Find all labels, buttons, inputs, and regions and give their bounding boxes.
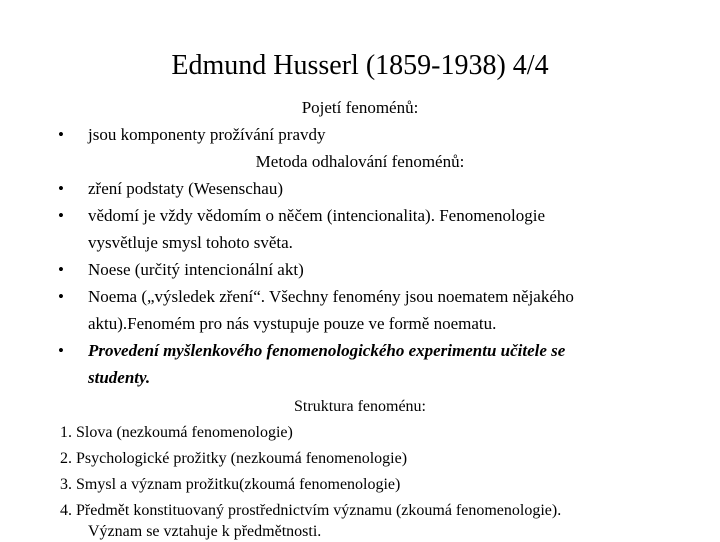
bullet-glyph: • — [58, 125, 64, 144]
bullet-text-c-line2: vysvětluje smysl tohoto světa. — [88, 233, 293, 252]
bullet-glyph: • — [58, 341, 64, 360]
bullet-glyph: • — [58, 260, 64, 279]
heading-metoda: Metoda odhalování fenoménů: — [255, 152, 465, 171]
numbered-item-4-line2: Význam se vztahuje k předmětnosti. — [88, 523, 322, 540]
bullet-glyph: • — [58, 179, 64, 198]
numbered-item-4-line1: 4. Předmět konstituovaný prostřednictvím významu (zkoumá fenomenologie). — [60, 502, 562, 519]
heading-struktura: Struktura fenoménu: — [294, 398, 426, 415]
numbered-item-1: 1. Slova (nezkoumá fenomenologie) — [60, 424, 293, 441]
bullet-glyph: • — [58, 206, 64, 225]
bullet-text-a: jsou komponenty prožívání pravdy — [88, 125, 326, 144]
bullet-text-e-line1: Noema („výsledek zření“. Všechny fenomény jsou noematem nějakého — [88, 287, 574, 306]
bullet-glyph: • — [58, 287, 64, 306]
slide-title: Edmund Husserl (1859-1938) 4/4 — [171, 50, 549, 81]
numbered-item-2: 2. Psychologické prožitky (nezkoumá fenomenologie) — [60, 450, 408, 467]
heading-pojeti: Pojetí fenoménů: — [301, 98, 419, 117]
bullet-text-d: Noese (určitý intencionální akt) — [88, 260, 304, 279]
bullet-text-b: zření podstaty (Wesenschau) — [88, 179, 284, 198]
bullet-text-f-line2: studenty. — [88, 368, 151, 387]
numbered-item-3: 3. Smysl a význam prožitku(zkoumá fenomenologie) — [60, 476, 401, 493]
bullet-text-c-line1: vědomí je vždy vědomím o něčem (intencionalita). Fenomenologie — [88, 206, 545, 225]
bullet-text-e-line2: aktu).Fenomém pro nás vystupuje pouze ve formě noematu. — [88, 314, 497, 333]
bullet-text-f-line1: Provedení myšlenkového fenomenologického experimentu učitele se — [88, 341, 566, 360]
